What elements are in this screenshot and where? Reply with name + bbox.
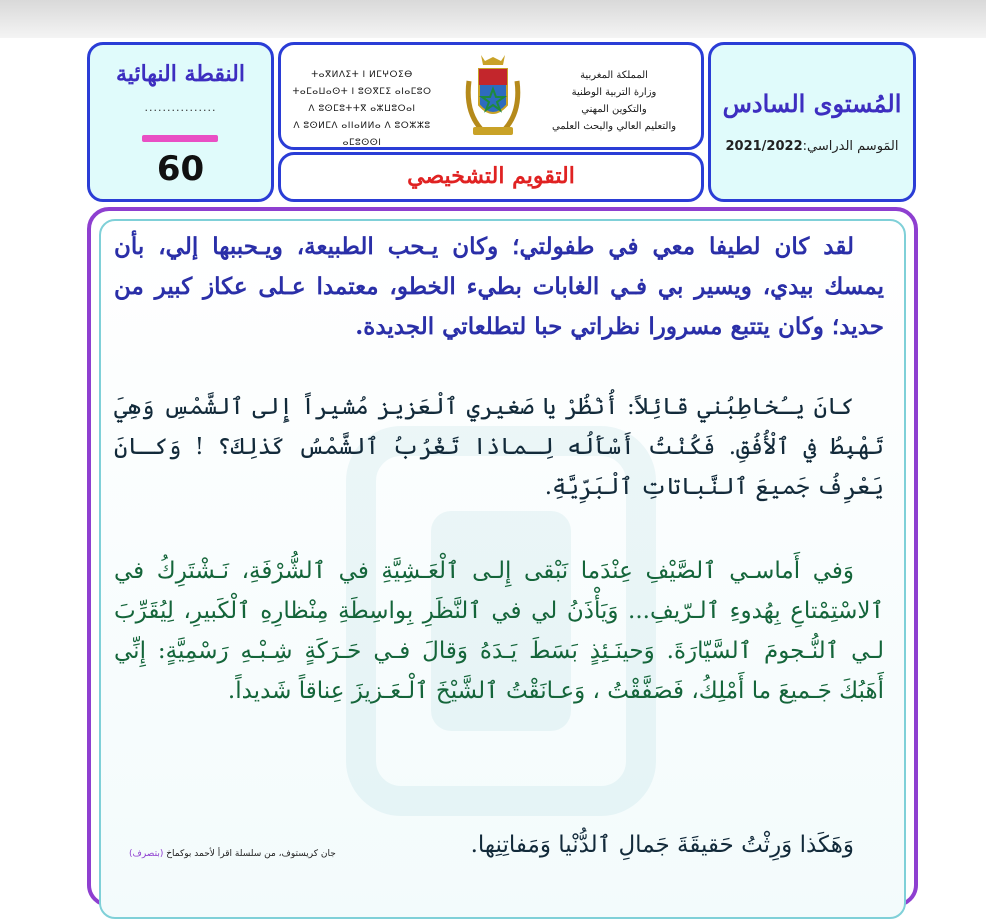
passage-paragraph-1 [114,227,884,347]
arabic-header-line: وزارة التربية الوطنية [571,87,657,98]
fraction-bar [142,135,218,142]
tifinagh-line: ⵜⴰⴳⵍⴷⵉⵜ ⵏ ⵍⵎⵖⵔⵉⴱ [311,70,413,80]
source-citation [129,849,336,859]
school-year-label: المَوسم الدراسي: [802,139,899,154]
doc-title: التقويم التشخيصي [407,163,575,189]
school-year-value: 2021/2022 [725,139,803,154]
doc-title-box [278,152,704,202]
level-box [708,42,916,202]
tifinagh-line: ⴷ ⵓⵙⵍⵎⴷ ⴰⵏⵏⴰⵍⵍⴰ ⴷ ⵓⵔⵣⵣⵓ ⴰⵎⵓⵙⵙⵏ [293,121,431,148]
reading-passage [99,219,906,919]
paragraph-4-text: وَهَكَذا وَرِثْتُ حَقيقَةَ جَمالِ ٱلدُّنْيا وَمَفاتِنِها. [470,832,854,858]
level-title: المُستوى السادس [722,89,902,118]
top-toolbar [0,0,986,38]
tifinagh-line: ⵜⴰⵎⴰⵡⴰⵙⵜ ⵏ ⵓⵙⴳⵎⵉ ⴰⵏⴰⵎⵓⵔ [292,87,432,97]
ministry-header [278,42,704,150]
paragraph-2-text: كانَ يـُخاطِبُني قائِلاً: أُنْظُرْ يا صَغيري ٱلْعَزيز مُشيراً إِلى ٱلشَّمْسِ وَهِيَ تَهْبِطُ في ٱلْأُفُقِ. فَكُنْتُ أَسْأَلُه لِـماذا تَغْرُبُ ٱلشَّمْسُ كَذلِكَ؟ ! وَكـانَ يَعْرِفُ جَميعَ ٱلنَّباتاتِ ٱلْبَرِّيَّةِ. [114,394,884,500]
score-dots: ................ [144,101,217,114]
passage-paragraph-4 [114,825,884,865]
source-adapted-note: (بتصرف) [129,849,164,859]
paragraph-1-text: لقد كان لطيفا معي في طفولتي؛ وكان يـحب الطبيعة، ويـحببها إلي، بأن يمسك بيدي، ويسير بي فـي الغابات بطيء الخطو، معتمدا عـلى عكاز كبير من حديد؛ وكان يتتبع مسرورا نظراتي حبا لتطلعاتي الجديدة. [114,233,884,340]
tifinagh-header [287,67,437,152]
passage-paragraph-2 [114,387,884,507]
arabic-header-line: والتكوين المهني [581,104,647,115]
final-score-title: النقطة النهائية [116,61,245,87]
morocco-coat-of-arms-icon [461,51,525,143]
score-total: 60 [156,149,205,189]
arabic-header [539,67,689,135]
arabic-header-line: والتعليم العالي والبحث العلمي [551,121,677,132]
passage-paragraph-3 [114,551,884,711]
reading-passage-frame [87,207,918,907]
source-text: جان كريستوف، من سلسلة اقرأ لأحمد بوكماخ [166,849,336,859]
paragraph-3-text: وَفي أَماسـي ٱلصَّيْفِ عِنْدَما نَبْقى إِلـى ٱلْعَـشِيَّةِ في ٱلشُّرْفَةِ، نَـشْتَرِكُ في ٱلاسْتِمْتاعِ بِهُدوءِ ٱلـرّيفِ... وَيَأْذَنُ لي في ٱلنَّظَرِ بِواسِطَةِ مِنْظارِهِ ٱلْكَبيرِ، لِيُقَرِّبَ لـي ٱلنُّـجومَ ٱلسَّيّارَةَ. وَحينَـئِذٍ بَسَطَ يَـدَهُ وَقالَ فـي حَـرَكَةٍ شِـبْـهِ رَسْمِيَّةٍ: إِنِّي أَهَبُكَ جَـميعَ ما أَمْلِكُ، فَصَفَّقْتُ ، وَعـانَقْتُ ٱلشَّيْخَ ٱلْـعَـزيزَ عِناقاً شَديداً. [114,558,884,704]
final-score-box [87,42,274,202]
school-year [711,139,913,154]
arabic-header-line: المملكة المغربية [580,70,648,81]
tifinagh-line: ⴷ ⵓⵙⵎⵓⵜⵜⴳ ⴰⵣⵡⵓⵔⴰⵏ [308,104,416,114]
